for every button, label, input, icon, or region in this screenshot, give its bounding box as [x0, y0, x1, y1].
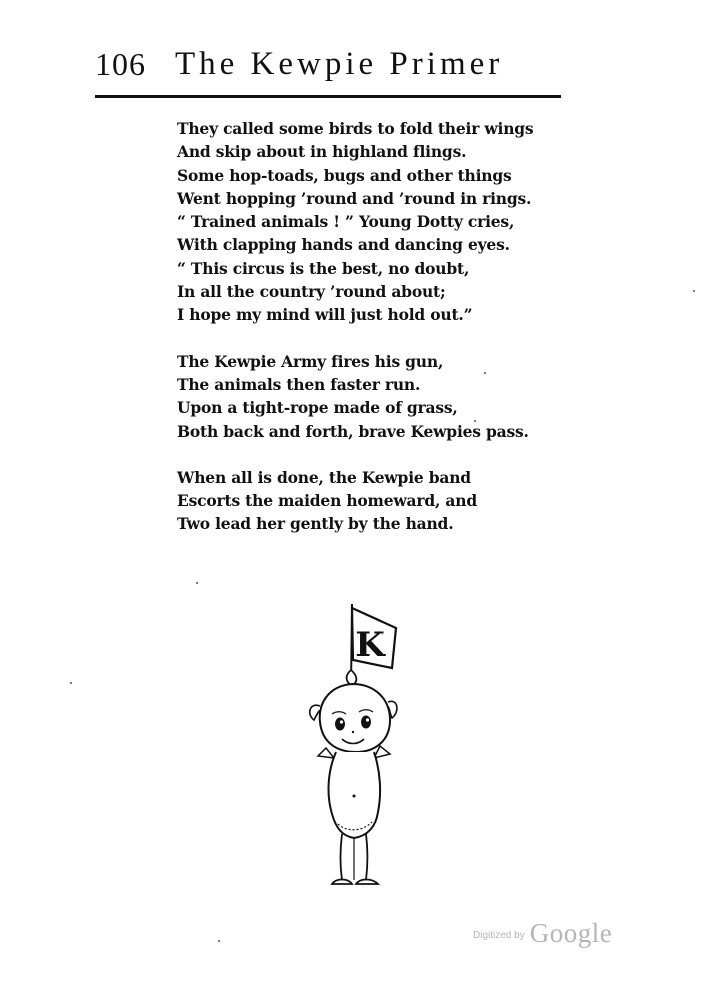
scan-speck [474, 420, 476, 422]
kewpie-figure [296, 598, 416, 898]
scan-speck [484, 372, 486, 374]
poem-line: In all the country ’round about; [177, 282, 446, 302]
stanza-3 [177, 466, 577, 536]
poem-line: Two lead her gently by the hand. [177, 514, 454, 534]
scan-speck [196, 582, 198, 584]
kewpie-illustration [296, 598, 416, 898]
poem-line: Escorts the maiden homeward, and [177, 491, 477, 511]
flag-letter: K [355, 625, 385, 665]
poem-line: With clapping hands and dancing eyes. [177, 235, 510, 255]
google-logo-text: Google [529, 918, 613, 948]
poem-line: “ Trained animals ! ” Young Dotty cries, [177, 212, 515, 232]
stanza-1 [177, 117, 577, 327]
poem-line: Some hop-toads, bugs and other things [177, 165, 512, 185]
poem-line: When all is done, the Kewpie band [177, 467, 471, 487]
stanza-2 [177, 350, 577, 443]
poem-line: Both back and forth, brave Kewpies pass. [177, 421, 529, 441]
scan-speck [70, 682, 72, 684]
poem-line: “ This circus is the best, no doubt, [177, 258, 470, 278]
watermark-prefix: Digitized by [473, 930, 525, 941]
poem-line: They called some birds to fold their wings [177, 119, 534, 138]
poem-line: Upon a tight-rope made of grass, [177, 398, 458, 418]
poem-line: The Kewpie Army fires his gun, [177, 351, 444, 371]
scan-speck [218, 940, 220, 942]
digitized-watermark [473, 918, 612, 949]
poem-line: I hope my mind will just hold out.” [177, 305, 473, 325]
running-title: The Kewpie Primer [175, 46, 504, 82]
scan-speck [693, 290, 695, 292]
poem-line: And skip about in highland flings. [177, 142, 467, 162]
poem-line: The animals then faster run. [177, 374, 421, 394]
page-number: 106 [95, 46, 146, 82]
running-header [95, 38, 560, 88]
poem-line: Went hopping ’round and ’round in rings. [177, 188, 532, 208]
header-rule [95, 95, 561, 98]
poem [177, 117, 577, 559]
